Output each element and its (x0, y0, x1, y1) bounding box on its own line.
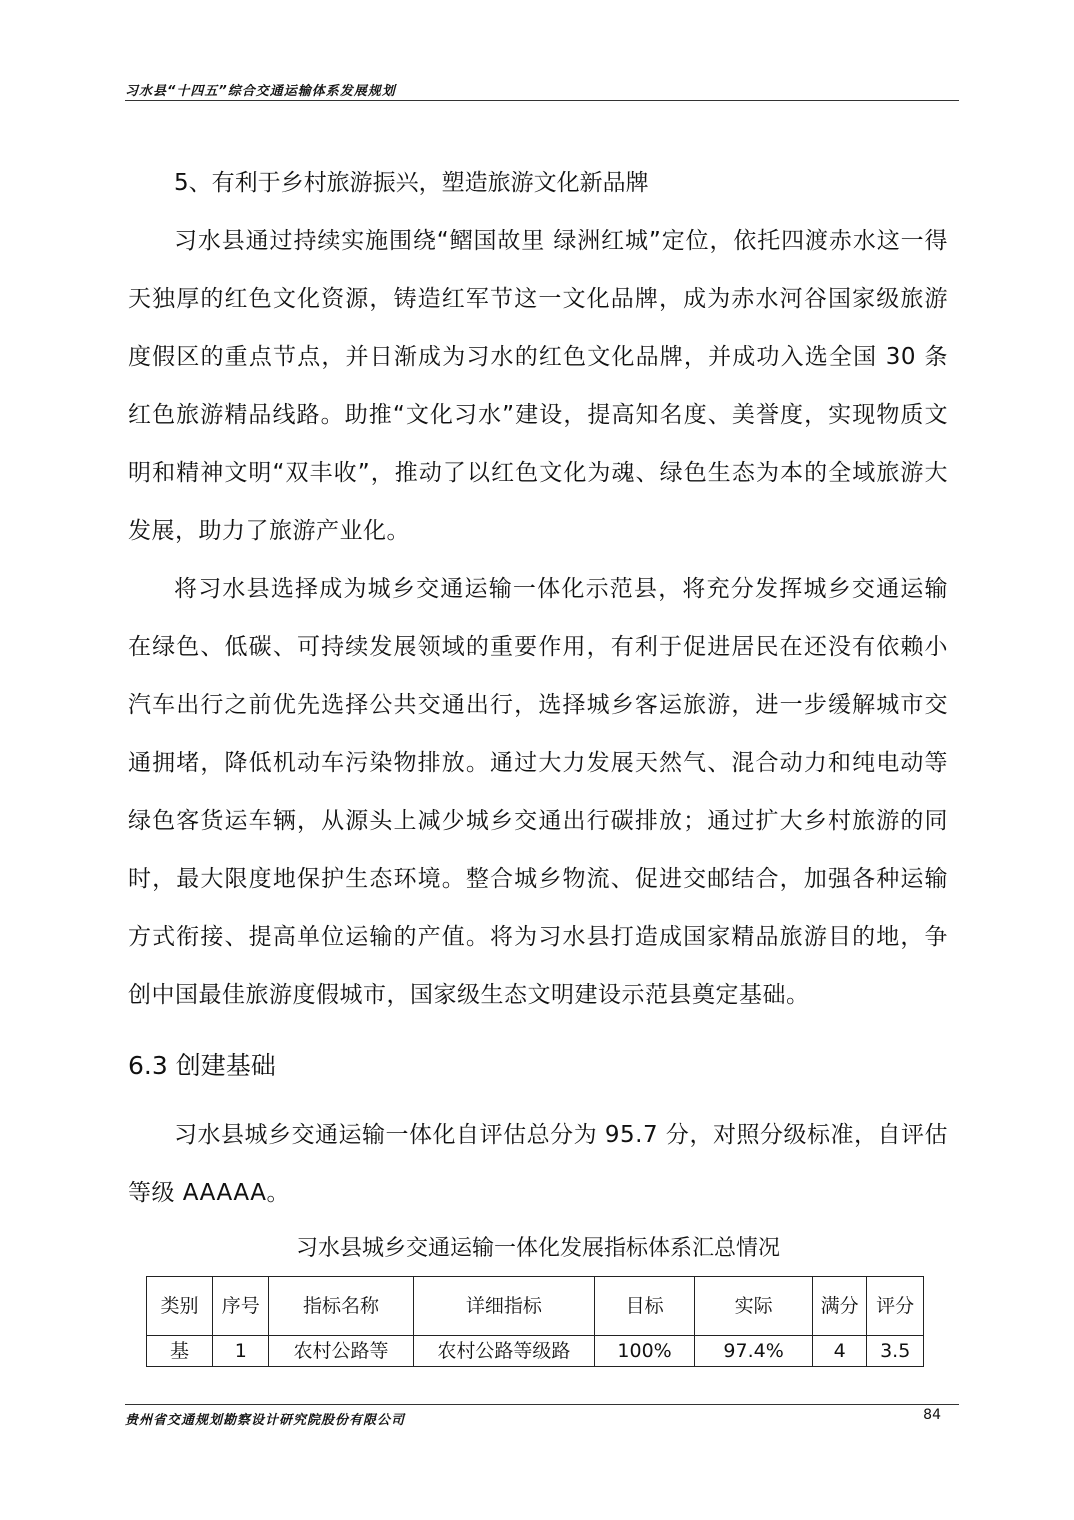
section-5-paragraph-2: 将习水县选择成为城乡交通运输一体化示范县，将充分发挥城乡交通运输在绿色、低碳、可持续发展领域的重要作用，有利于促进居民在还没有依赖小汽车出行之前优先选择公共交通出行，选择城乡客运旅游，进一步缓解城市交通拥堵，降低机动车污染物排放。通过大力发展天然气、混合动力和纯电动等绿色客货运车辆，从源头上减少城乡交通出行碳排放；通过扩大乡村旅游的同时，最大限度地保护生态环境。整合城乡物流、促进交邮结合，加强各种运输方式衔接、提高单位运输的产值。将为习水县打造成国家精品旅游目的地，争创中国最佳旅游度假城市，国家级生态文明建设示范县奠定基础。 (128, 576, 948, 1008)
section-6-3-paragraph: 习水县城乡交通运输一体化自评估总分为 95.7 分，对照分级标准，自评估等级 AAAAA。 (128, 1122, 948, 1206)
cell-full-score: 4 (813, 1336, 867, 1367)
header-title: 习水县“十四五”综合交通运输体系发展规划 (125, 84, 396, 99)
section-5-heading: 5、有利于乡村旅游振兴，塑造旅游文化新品牌 (174, 170, 649, 196)
col-header-target: 目标 (595, 1277, 695, 1336)
page-content (128, 160, 948, 1367)
cell-indicator-name: 农村公路等 (269, 1336, 413, 1367)
cell-number: 1 (213, 1336, 269, 1367)
indicator-table (146, 1276, 924, 1367)
section-5-paragraph-1: 习水县通过持续实施围绕“鳛国故里 绿洲红城”定位，依托四渡赤水这一得天独厚的红色文化资源，铸造红军节这一文化品牌，成为赤水河谷国家级旅游度假区的重点节点，并日渐成为习水的红色文化品牌，并成功入选全国 30 条红色旅游精品线路。助推“文化习水”建设，提高知名度、美誉度，实现物质文明和精神文明“双丰收”，推动了以红色文化为魂、绿色生态为本的全域旅游大发展，助力了旅游产业化。 (128, 228, 948, 544)
col-header-full-score: 满分 (813, 1277, 867, 1336)
cell-target: 100% (595, 1336, 695, 1367)
cell-score: 3.5 (867, 1336, 924, 1367)
table-row (147, 1336, 924, 1367)
table-header-row (147, 1277, 924, 1336)
page-number: 84 (923, 1407, 941, 1423)
section-6-3-heading: 6.3 创建基础 (128, 1051, 276, 1080)
cell-category: 基 (147, 1336, 213, 1367)
col-header-detail-indicator: 详细指标 (413, 1277, 594, 1336)
cell-actual: 97.4% (695, 1336, 813, 1367)
footer-organization: 贵州省交通规划勘察设计研究院股份有限公司 (125, 1413, 406, 1428)
footer-divider (125, 1404, 959, 1405)
header-divider (125, 100, 959, 101)
col-header-actual: 实际 (695, 1277, 813, 1336)
col-header-number: 序号 (213, 1277, 269, 1336)
table-caption: 习水县城乡交通运输一体化发展指标体系汇总情况 (295, 1236, 780, 1261)
col-header-category: 类别 (147, 1277, 213, 1336)
col-header-indicator-name: 指标名称 (269, 1277, 413, 1336)
cell-detail-indicator: 农村公路等级路 (413, 1336, 594, 1367)
col-header-score: 评分 (867, 1277, 924, 1336)
